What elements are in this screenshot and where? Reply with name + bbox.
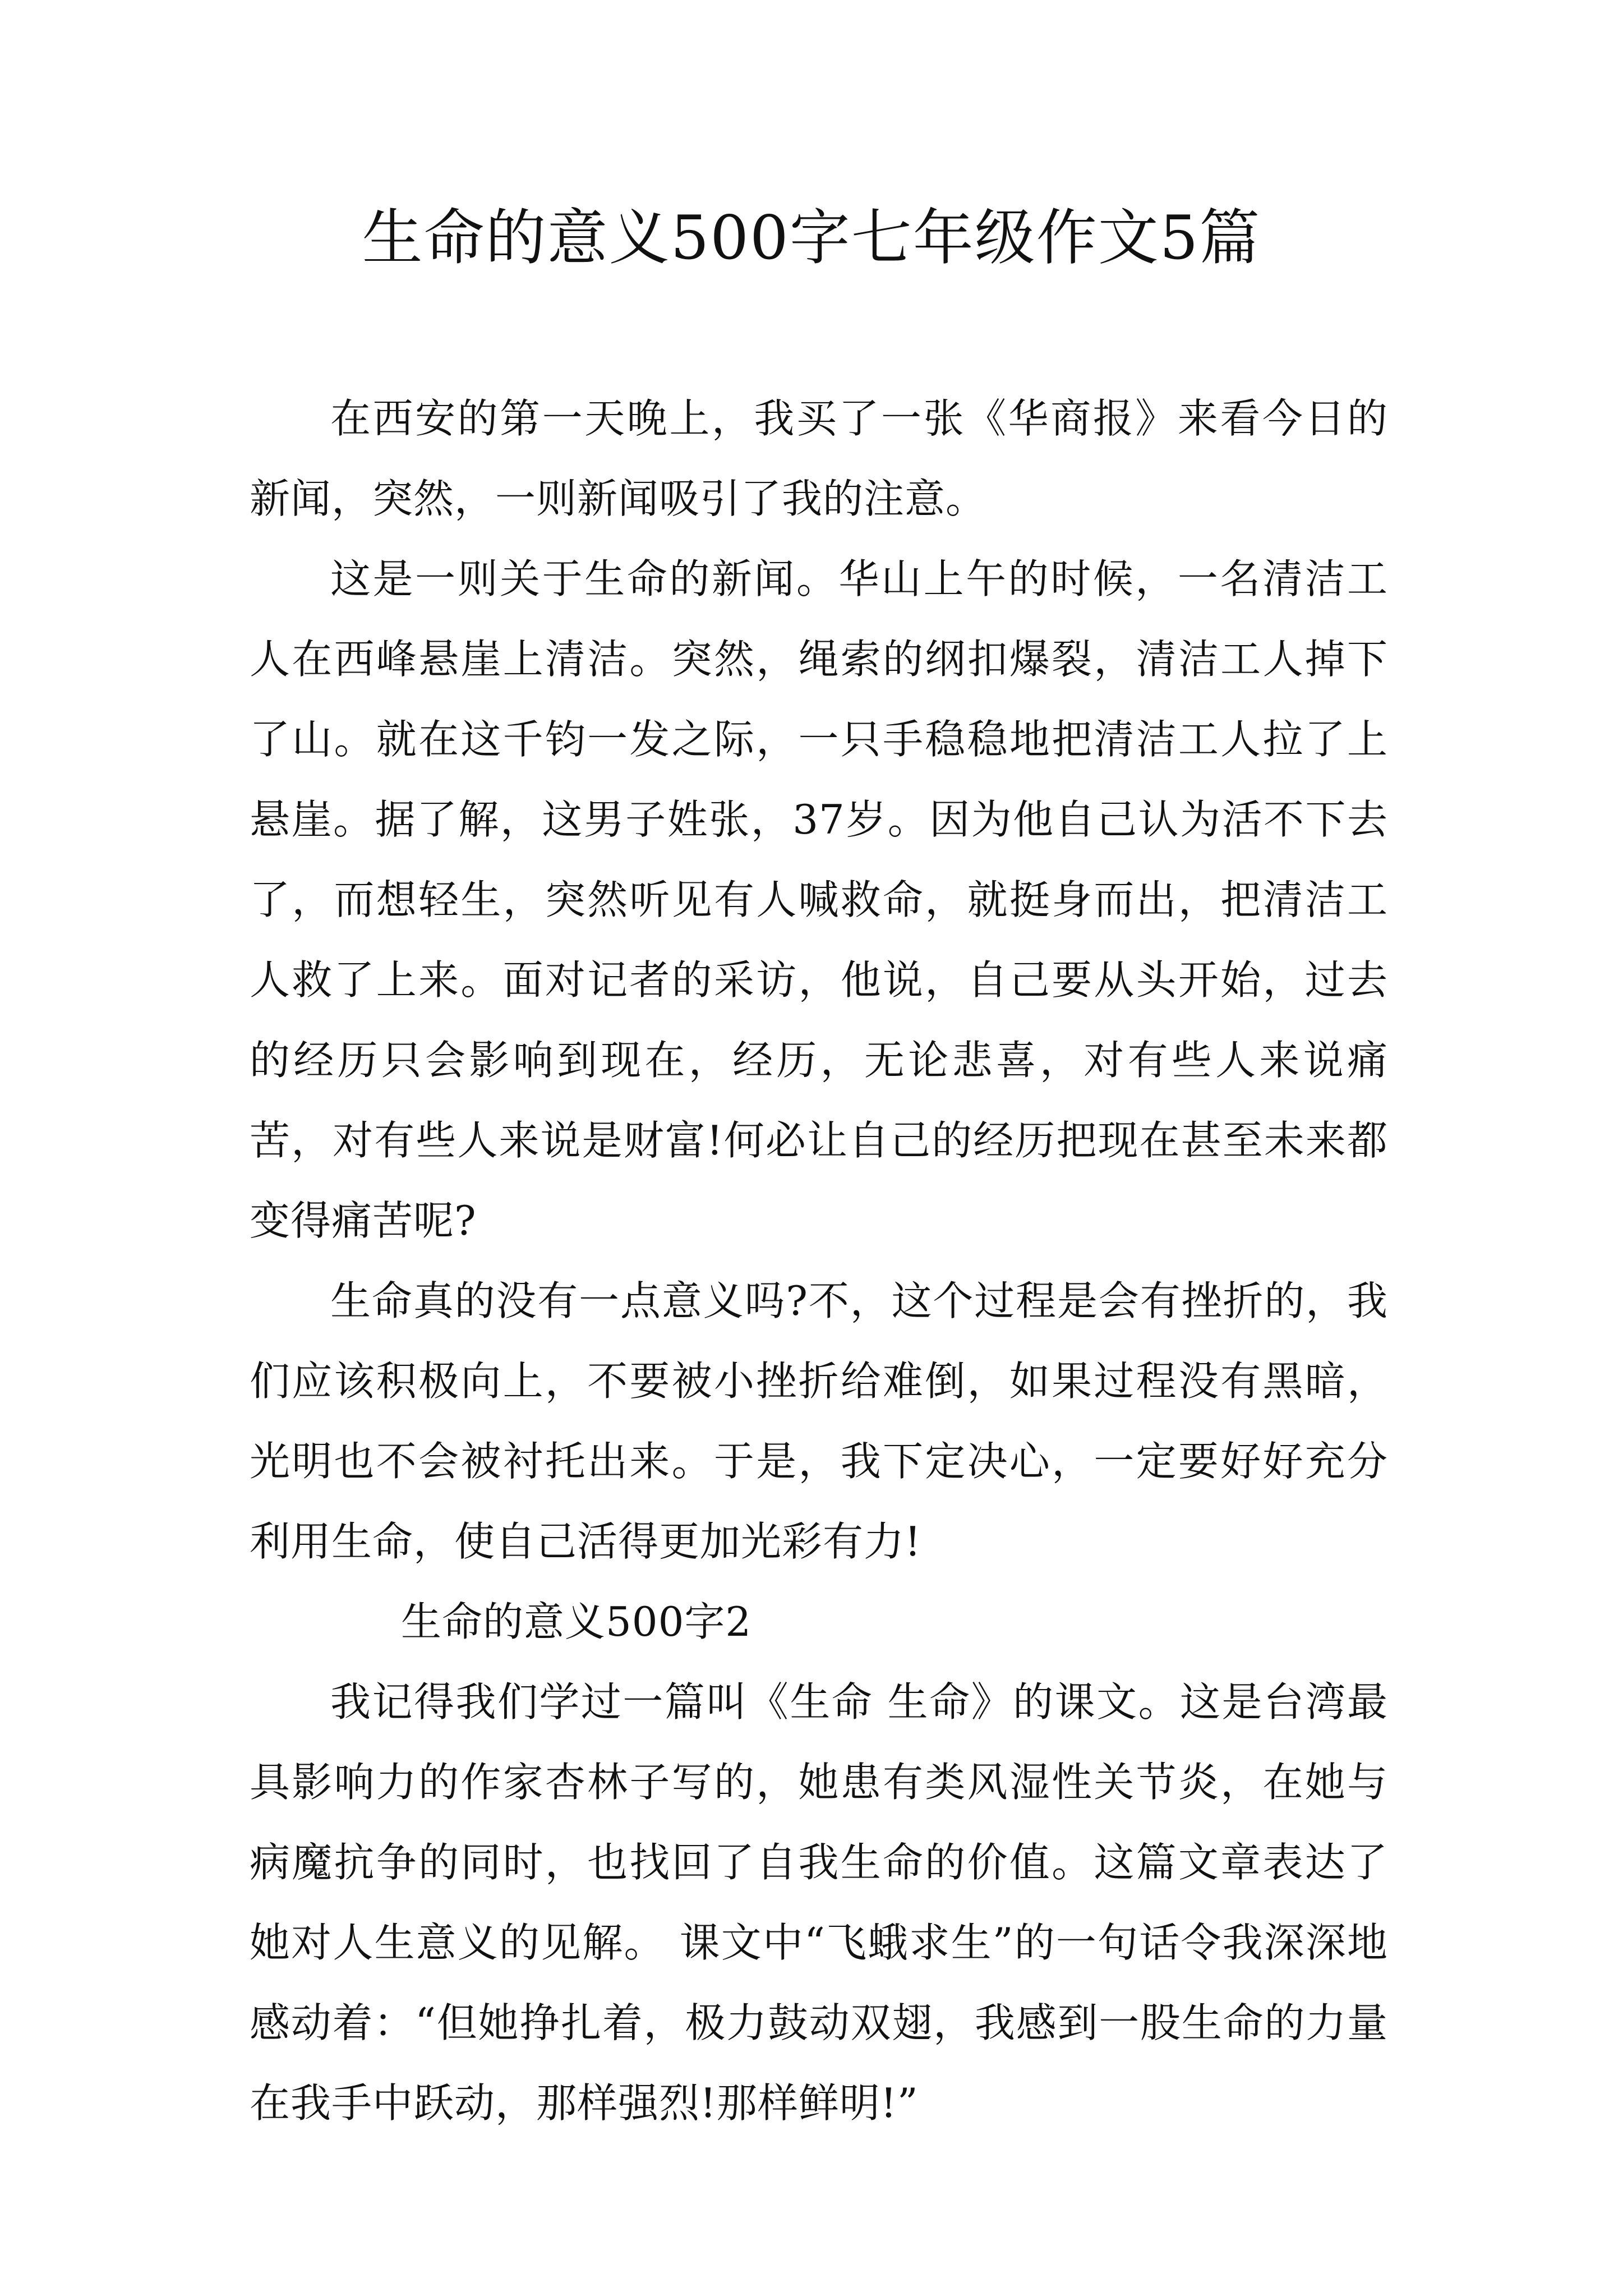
paragraph-2: 这是一则关于生命的新闻。华山上午的时候，一名清洁工人在西峰悬崖上清洁。突然，绳索的纲扣爆裂，清洁工人掉下了山。就在这千钧一发之际，一只手稳稳地把清洁工人拉了上悬崖。据了解，这男子姓张，37岁。因为他自己认为活不下去了，而想轻生，突然听见有人喊救命，就挺身而出，把清洁工人救了上来。面对记者的采访，他说，自己要从头开始，过去的经历只会影响到现在，经历，无论悲喜，对有些人来说痛苦，对有些人来说是财富!何必让自己的经历把现在甚至未来都变得痛苦呢? — [250, 555, 1388, 1244]
paragraph-1: 在西安的第一天晚上，我买了一张《华商报》来看今日的新闻，突然，一则新闻吸引了我的注意。 — [250, 395, 1388, 522]
paragraph-3: 生命真的没有一点意义吗?不，这个过程是会有挫折的，我们应该积极向上，不要被小挫折给难倒，如果过程没有黑暗，光明也不会被衬托出来。于是，我下定决心，一定要好好充分利用生命，使自己活得更加光彩有力! — [250, 1277, 1388, 1565]
document-body — [250, 379, 1388, 2143]
section-heading-2: 生命的意义500字2 — [401, 1598, 752, 1645]
paragraph-4: 我记得我们学过一篇叫《生命 生命》的课文。这是台湾最具影响力的作家杏林子写的，她患有类风湿性关节炎，在她与病魔抗争的同时，也找回了自我生命的价值。这篇文章表达了她对人生意义的见解。 课文中“飞蛾求生”的一句话令我深深地感动着：“但她挣扎着，极力鼓动双翅，我感到一股生命的力量在我手中跃动，那样强烈!那样鲜明!” — [250, 1678, 1388, 2127]
document-title: 生命的意义500字七年级作文5篇 — [362, 203, 1261, 273]
